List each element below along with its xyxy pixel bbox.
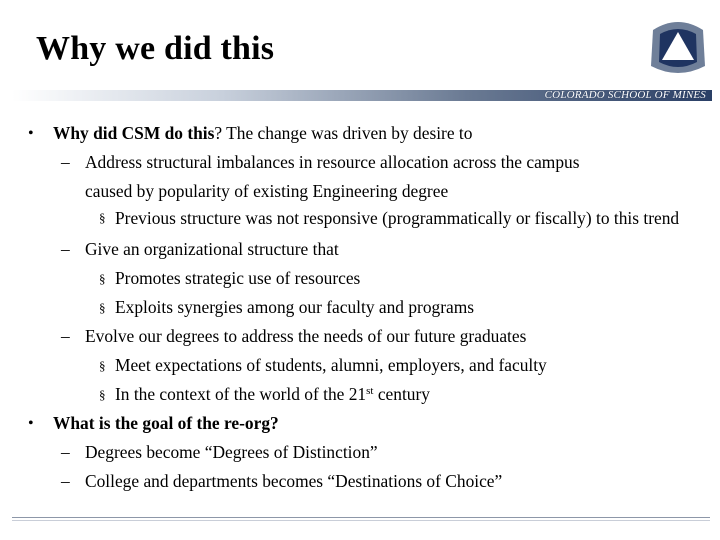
tertiary-text-end: century xyxy=(373,384,430,404)
tertiary-text: Promotes strategic use of resources xyxy=(115,268,361,288)
subbullet-text: caused by popularity of existing Engineering degree xyxy=(85,181,449,201)
bullet-bold-text: What is the goal of the re-org? xyxy=(53,413,279,433)
square-marker: § xyxy=(99,271,106,286)
tertiary-text: Meet expectations of students, alumni, employers, and faculty xyxy=(115,355,547,375)
mines-logo-icon xyxy=(643,12,713,82)
bullet-why-csm xyxy=(0,119,720,148)
subbullet-text: Degrees become “Degrees of Distinction” xyxy=(85,442,378,462)
subbullet-text: Evolve our degrees to address the needs of our future graduates xyxy=(85,326,527,346)
slide-title: Why we did this xyxy=(36,30,275,67)
square-marker: § xyxy=(99,358,106,373)
subbullet-degrees-distinction xyxy=(0,438,720,467)
bullet-marker: • xyxy=(28,125,34,142)
subbullet-evolve-degrees xyxy=(0,322,720,351)
subbullet-destinations-choice xyxy=(0,467,720,496)
bullet-text: ? The change was driven by desire to xyxy=(214,123,473,143)
subbullet-text: College and departments becomes “Destinations of Choice” xyxy=(85,471,503,491)
dash-marker: – xyxy=(61,239,70,259)
subbullet-structural-imbalances xyxy=(0,148,720,177)
tertiary-text: Previous structure was not responsive (programmatically or fiscally) to this trend xyxy=(115,208,680,228)
tertiary-synergies xyxy=(0,293,720,322)
square-marker: § xyxy=(99,300,106,315)
banner-school-name: COLORADO SCHOOL OF MINES xyxy=(544,89,706,101)
bullet-marker: • xyxy=(28,415,34,432)
tertiary-previous-structure xyxy=(0,206,720,230)
subbullet-org-structure xyxy=(0,235,720,264)
superscript: st xyxy=(366,385,374,397)
footer-rule-light xyxy=(12,520,710,521)
subbullet-text: Address structural imbalances in resource allocation across the campus xyxy=(85,152,580,172)
tertiary-21st-century xyxy=(0,380,720,409)
slide-content xyxy=(0,119,720,496)
tertiary-text: In the context of the world of the 21 xyxy=(115,384,367,404)
dash-marker: – xyxy=(61,471,70,491)
dash-marker: – xyxy=(61,442,70,462)
subbullet-text: Give an organizational structure that xyxy=(85,239,339,259)
tertiary-strategic-use xyxy=(0,264,720,293)
bullet-bold-text: Why did CSM do this xyxy=(53,123,215,143)
square-marker: § xyxy=(99,387,106,402)
tertiary-text: Exploits synergies among our faculty and programs xyxy=(115,297,475,317)
bullet-goal xyxy=(0,409,720,438)
dash-marker: – xyxy=(61,326,70,346)
subbullet-structural-imbalances-cont xyxy=(0,177,720,206)
footer-rule xyxy=(12,517,710,518)
dash-marker: – xyxy=(61,152,70,172)
tertiary-meet-expectations xyxy=(0,351,720,380)
square-marker: § xyxy=(99,210,106,225)
